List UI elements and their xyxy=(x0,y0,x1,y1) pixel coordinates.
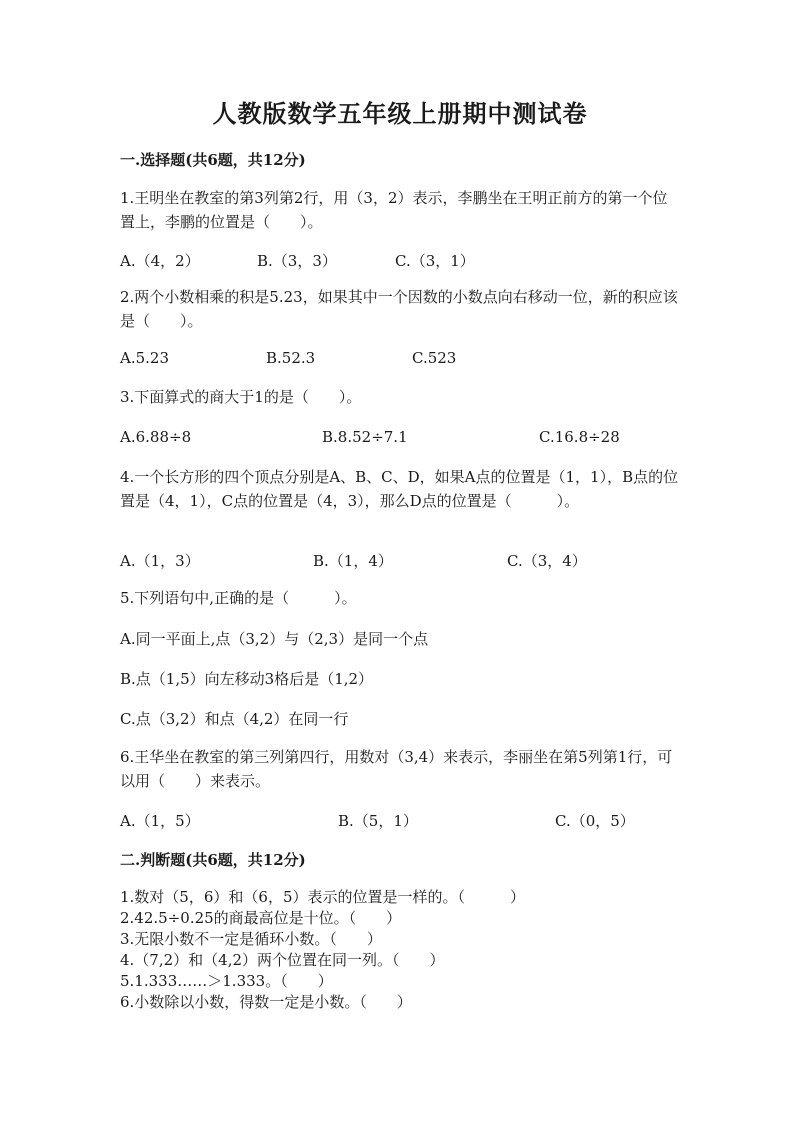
judgement-item: 1.数对（5，6）和（6，5）表示的位置是一样的。（ ） xyxy=(120,888,525,906)
question-4-option-b: B.（1，4） xyxy=(313,552,393,570)
question-3-text: 3.下面算式的商大于1的是（ ）。 xyxy=(120,388,362,406)
judgement-list xyxy=(120,887,525,1013)
page-title: 人教版数学五年级上册期中测试卷 xyxy=(212,99,588,128)
question-2-option-a: A.5.23 xyxy=(120,349,169,367)
question-2-option-c: C.523 xyxy=(412,349,457,367)
question-1-text: 1.王明坐在教室的第3列第2行，用（3，2）表示，李鹏坐在王明正前方的第一个位置上，李鹏的位置是（ ）。 xyxy=(120,189,668,231)
question-4-text: 4.一个长方形的四个顶点分别是A、B、C、D，如果A点的位置是（1，1），B点的位置是（4，1），C点的位置是（4，3），那么D点的位置是（ ）。 xyxy=(120,468,679,510)
question-5-option-b: B.点（1,5）向左移动3格后是（1,2） xyxy=(120,670,374,688)
judgement-item: 6.小数除以小数，得数一定是小数。（ ） xyxy=(120,993,412,1011)
question-1-option-b: B.（3，3） xyxy=(257,252,337,270)
question-3-option-b: B.8.52÷7.1 xyxy=(322,428,408,446)
judgement-item: 4.（7,2）和（4,2）两个位置在同一列。（ ） xyxy=(120,951,445,969)
judgement-item: 5.1.333……＞1.333。（ ） xyxy=(120,972,333,990)
question-2-option-b: B.52.3 xyxy=(266,349,316,367)
question-4-option-c: C.（3，4） xyxy=(507,552,587,570)
question-6-option-c: C.（0，5） xyxy=(555,812,635,830)
section-heading-choice: 一.选择题(共6题，共12分) xyxy=(120,151,306,169)
question-5-text: 5.下列语句中,正确的是（ ）。 xyxy=(120,589,357,607)
question-6-option-a: A.（1，5） xyxy=(120,812,200,830)
question-4-option-a: A.（1，3） xyxy=(120,552,200,570)
question-6-text: 6.王华坐在教室的第三列第四行，用数对（3,4）来表示，李丽坐在第5列第1行，可以用（ ）来表示。 xyxy=(120,748,673,790)
judgement-item: 2.42.5÷0.25的商最高位是十位。（ ） xyxy=(120,909,402,927)
judgement-item: 3.无限小数不一定是循环小数。（ ） xyxy=(120,930,382,948)
question-2-text: 2.两个小数相乘的积是5.23，如果其中一个因数的小数点向右移动一位，新的积应该是（ ）。 xyxy=(120,288,678,330)
question-1-option-c: C.（3，1） xyxy=(395,252,475,270)
section-heading-judgement: 二.判断题(共6题，共12分) xyxy=(120,851,306,869)
question-1-option-a: A.（4，2） xyxy=(120,252,200,270)
question-5-option-c: C.点（3,2）和点（4,2）在同一行 xyxy=(120,710,349,728)
question-5-option-a: A.同一平面上,点（3,2）与（2,3）是同一个点 xyxy=(120,630,429,648)
question-3-option-a: A.6.88÷8 xyxy=(120,428,192,446)
question-3-option-c: C.16.8÷28 xyxy=(539,428,620,446)
question-6-option-b: B.（5，1） xyxy=(338,812,418,830)
